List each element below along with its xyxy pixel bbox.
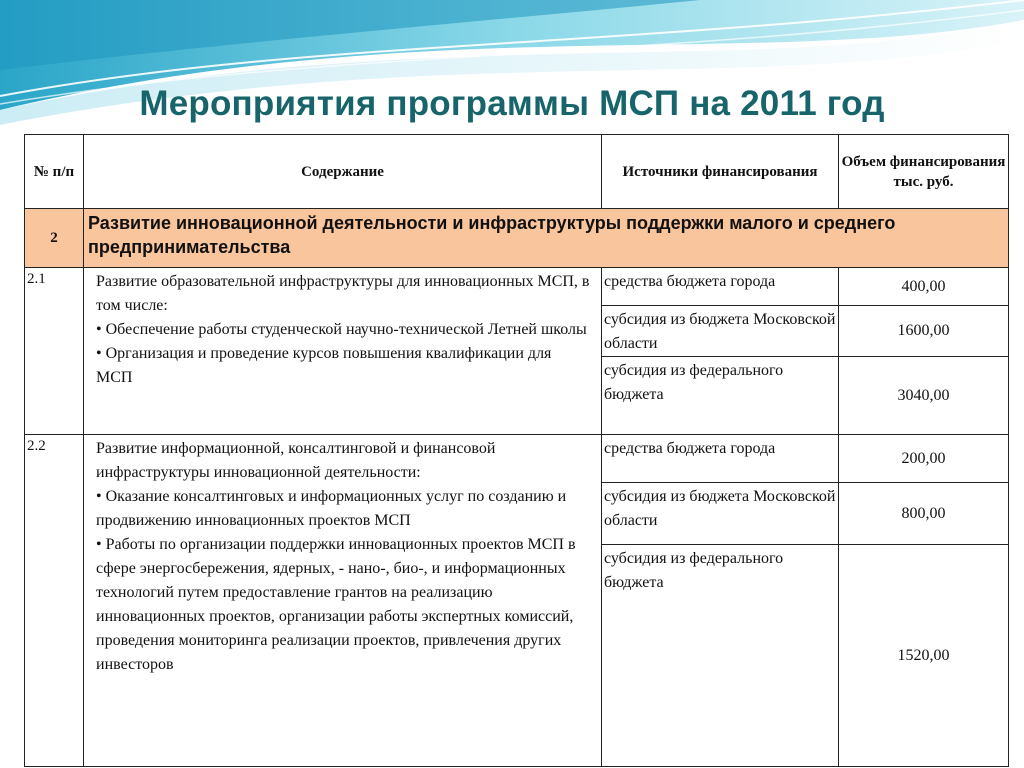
header-source: Источники финансирования bbox=[602, 135, 839, 209]
row-content bbox=[84, 435, 602, 767]
table-row bbox=[25, 435, 1009, 483]
section-number: 2 bbox=[25, 209, 84, 268]
content-line: Развитие информационной, консалтинговой и финансовой инфраструктуры инновационной деятельности: bbox=[96, 440, 496, 481]
funding-amount: 1600,00 bbox=[839, 306, 1009, 357]
row-content bbox=[84, 268, 602, 435]
funding-amount: 200,00 bbox=[839, 435, 1009, 483]
funding-source: субсидия из федерального бюджета bbox=[602, 357, 839, 435]
funding-amount: 800,00 bbox=[839, 483, 1009, 545]
header-amount: Объем финансирования тыс. руб. bbox=[839, 135, 1009, 209]
header-content: Содержание bbox=[84, 135, 602, 209]
funding-amount: 400,00 bbox=[839, 268, 1009, 306]
page-title: Мероприятия программы МСП на 2011 год bbox=[139, 84, 885, 123]
table-header-row bbox=[25, 135, 1009, 209]
row-number: 2.1 bbox=[25, 268, 84, 435]
funding-source: субсидия из бюджета Московской области bbox=[602, 483, 839, 545]
header-num: № п/п bbox=[25, 135, 84, 209]
content-line: • Оказание консалтинговых и информационных услуг по созданию и продвижению инновационных проектов МСП bbox=[96, 488, 567, 529]
content-line: Развитие образовательной инфраструктуры для инновационных МСП, в том числе: bbox=[96, 273, 590, 314]
funding-source: средства бюджета города bbox=[602, 268, 839, 306]
content-line: • Организация и проведение курсов повышения квалификации для МСП bbox=[96, 345, 552, 386]
content-line: • Работы по организации поддержки инновационных проектов МСП в сфере энергосбережения, ядерных, - нано-, био-, и информационных технологий путем предоставление грантов на реализацию инновационных проектов, организации работы экспертных комиссий, проведения мониторинга реализации проектов, привлечения других инвесторов bbox=[96, 536, 576, 673]
program-table bbox=[24, 134, 1009, 767]
funding-source: субсидия из бюджета Московской области bbox=[602, 306, 839, 357]
row-number: 2.2 bbox=[25, 435, 84, 767]
funding-amount: 3040,00 bbox=[839, 357, 1009, 435]
funding-source: средства бюджета города bbox=[602, 435, 839, 483]
table-row bbox=[25, 268, 1009, 306]
funding-source: субсидия из федерального бюджета bbox=[602, 545, 839, 767]
section-title: Развитие инновационной деятельности и инфраструктуры поддержки малого и среднего предпринимательства bbox=[84, 209, 1009, 268]
funding-amount: 1520,00 bbox=[839, 545, 1009, 767]
content-line: • Обеспечение работы студенческой научно-технической Летней школы bbox=[96, 321, 587, 338]
section-row bbox=[25, 209, 1009, 268]
